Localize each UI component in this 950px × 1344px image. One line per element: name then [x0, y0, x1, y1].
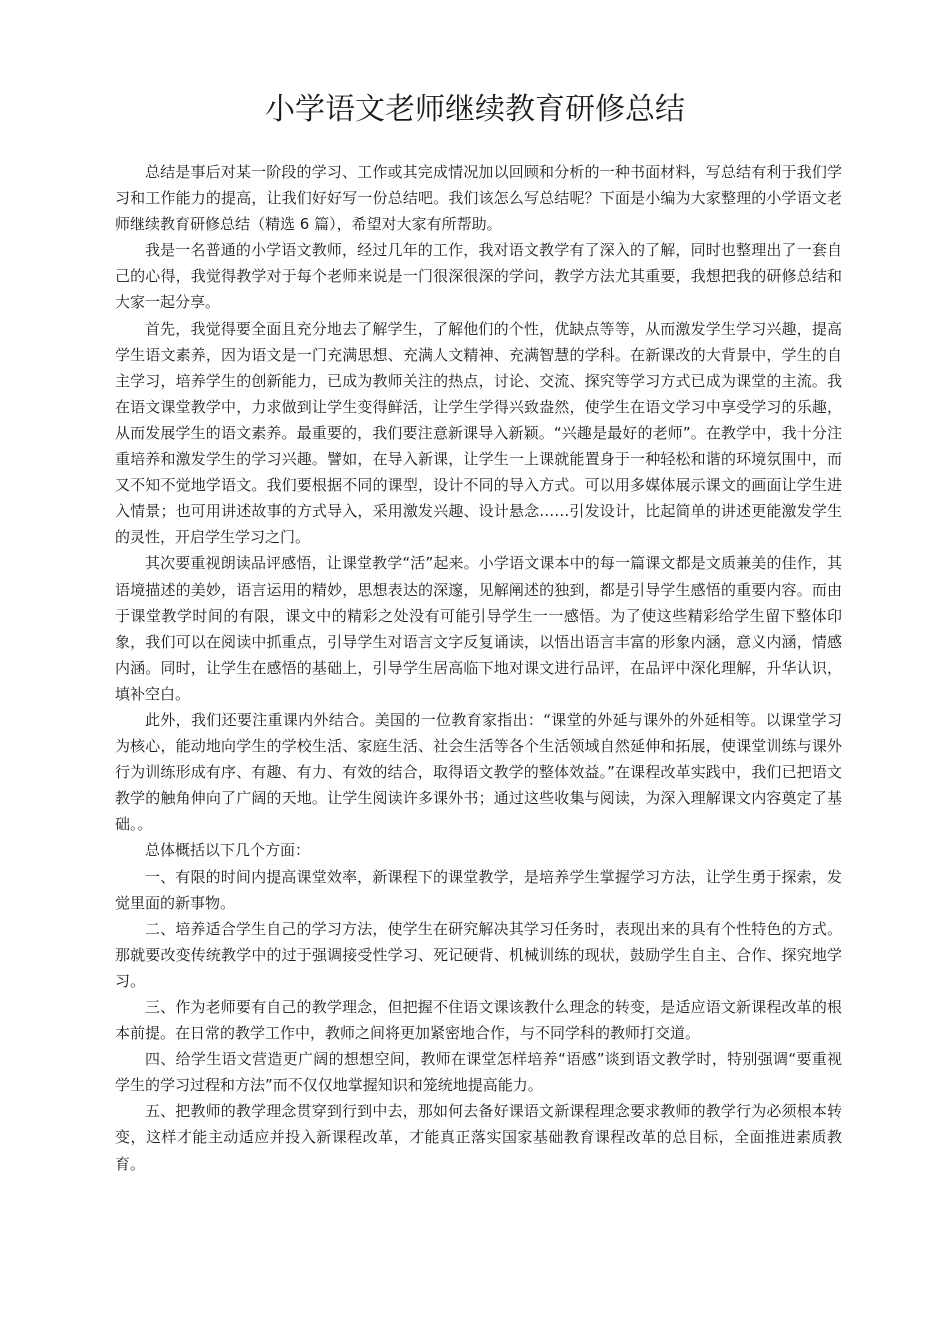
body-paragraph: 我是一名普通的小学语文教师，经过几年的工作，我对语文教学有了深入的了解，同时也整理出了一套自己的心得，我觉得教学对于每个老师来说是一门很深很深的学问，教学方法尤其重要，我想把我的研修总结和大家一起分享。 [115, 241, 842, 312]
summary-point-3: 三、作为老师要有自己的教学理念，但把握不住语文课该教什么理念的转变，是适应语文新课程改革的根本前提。在日常的教学工作中，教师之间将更加紧密地合作，与不同学科的教师打交道。 [115, 998, 842, 1043]
body-paragraph: 首先，我觉得要全面且充分地去了解学生，了解他们的个性，优缺点等等，从而激发学生学习兴趣，提高学生语文素养，因为语文是一门充满思想、充满人文精神、充满智慧的学科。在新课改的大背景中，学生的自主学习，培养学生的创新能力，已成为教师关注的热点，讨论、交流、探究等学习方式已成为课堂的主流。我在语文课堂教学中，力求做到让学生变得鲜活，让学生学得兴致盎然，使学生在语文学习中享受学习的乐趣，从而发展学生的语文素养。最重要的，我们要注意新课导入新颖。“兴趣是最好的老师”。在教学中，我十分注重培养和激发学生的学习兴趣。譬如，在导入新课，让学生一上课就能置身于一种轻松和谐的环境氛围中，而又不知不觉地学语文。我们要根据不同的课型，设计不同的导入方式。可以用多媒体展示课文的画面让学生进入情景；也可用讲述故事的方式导入，采用激发兴趣、设计悬念……引发设计，比起简单的讲述更能激发学生的灵性，开启学生学习之门。 [115, 319, 842, 547]
document-title: 小学语文老师继续教育研修总结 [265, 92, 685, 127]
summary-point-5: 五、把教师的教学理念贯穿到行到中去，那如何去备好课语文新课程理念要求教师的教学行为必须根本转变，这样才能主动适应并投入新课程改革，才能真正落实国家基础教育课程改革的总目标，全面推进素质教育。 [115, 1102, 842, 1173]
summary-point-1: 一、有限的时间内提高课堂效率，新课程下的课堂教学，是培养学生掌握学习方法，让学生勇于探索，发觉里面的新事物。 [115, 867, 842, 912]
document-body [115, 159, 842, 1177]
summary-point-2: 二、培养适合学生自己的学习方法，使学生在研究解决其学习任务时，表现出来的具有个性特色的方式。那就要改变传统教学中的过于强调接受性学习、死记硬背、机械训练的现状，鼓励学生自主、合作、探究地学习。 [115, 919, 842, 990]
body-paragraph: 其次要重视朗读品评感悟，让课堂教学“活”起来。小学语文课本中的每一篇课文都是文质兼美的佳作，其语境描述的美妙，语言运用的精妙，思想表达的深邃，见解阐述的独到，都是引导学生感悟的重要内容。而由于课堂教学时间的有限，课文中的精彩之处没有可能引导学生一一感悟。为了使这些精彩给学生留下整体印象，我们可以在阅读中抓重点，引导学生对语言文字反复诵读，以悟出语言丰富的形象内涵，意义内涵，情感内涵。同时，让学生在感悟的基础上，引导学生居高临下地对课文进行品评，在品评中深化理解，升华认识，填补空白。 [115, 554, 842, 703]
body-paragraph: 此外，我们还要注重课内外结合。美国的一位教育家指出：“课堂的外延与课外的外延相等。以课堂学习为核心，能动地向学生的学校生活、家庭生活、社会生活等各个生活领域自然延伸和拓展，使课堂训练与课外行为训练形成有序、有趣、有力、有效的结合，取得语文教学的整体效益。”在课程改革实践中，我们已把语文教学的触角伸向了广阔的天地。让学生阅读许多课外书；通过这些收集与阅读，为深入理解课文内容奠定了基础。。 [115, 710, 842, 834]
intro-paragraph: 总结是事后对某一阶段的学习、工作或其完成情况加以回顾和分析的一种书面材料，写总结有利于我们学习和工作能力的提高，让我们好好写一份总结吧。我们该怎么写总结呢？下面是小编为大家整理的小学语文老师继续教育研修总结（精选 6 篇），希望对大家有所帮助。 [115, 163, 842, 234]
summary-heading-paragraph: 总体概括以下几个方面： [145, 841, 311, 860]
summary-point-4: 四、给学生语文营造更广阔的想想空间，教师在课堂怎样培养“语感”谈到语文教学时，特别强调“要重视学生的学习过程和方法”而不仅仅地掌握知识和笼统地提高能力。 [115, 1050, 842, 1095]
